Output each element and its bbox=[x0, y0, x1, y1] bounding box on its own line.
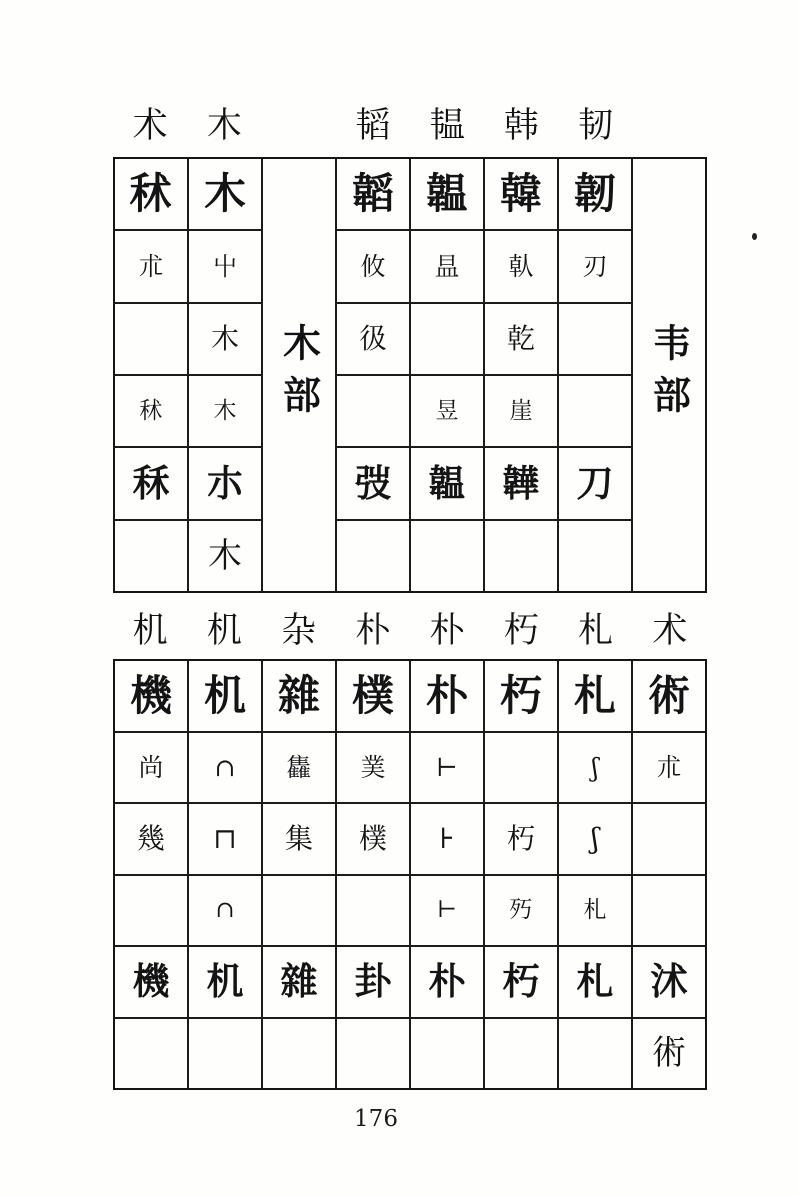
glyph-cell: 朽 bbox=[485, 947, 557, 1017]
glyph-cell: 幾 bbox=[115, 804, 187, 874]
column-header-char: 朴 bbox=[355, 610, 391, 651]
glyph-cell bbox=[559, 1019, 631, 1089]
glyph-cell bbox=[189, 1019, 261, 1089]
glyph-cell: 朽 bbox=[485, 661, 557, 731]
glyph-cell: 術 bbox=[633, 661, 705, 731]
glyph-cell: ⊢ bbox=[411, 733, 483, 803]
column-header-char bbox=[633, 103, 707, 149]
column-header-char: 韧 bbox=[578, 105, 614, 146]
glyph-cell bbox=[337, 876, 409, 946]
top-header-row bbox=[113, 103, 707, 149]
glyph-cell bbox=[115, 304, 187, 374]
glyph-cell: 彶 bbox=[337, 304, 409, 374]
glyph-cell: 朮 bbox=[115, 231, 187, 301]
glyph-cell bbox=[559, 376, 631, 446]
glyph-cell: 秫 bbox=[115, 159, 187, 229]
glyph-cell: 倝 bbox=[485, 231, 557, 301]
glyph-cell: 菐 bbox=[337, 733, 409, 803]
glyph-cell: 刀 bbox=[559, 448, 631, 518]
glyph-cell: 雜 bbox=[263, 661, 335, 731]
glyph-cell: 㱙 bbox=[485, 876, 557, 946]
glyph-cell bbox=[559, 521, 631, 591]
glyph-cell bbox=[411, 1019, 483, 1089]
glyph-cell bbox=[115, 876, 187, 946]
column-header-char: 术 bbox=[132, 105, 168, 146]
column-header-char bbox=[262, 103, 336, 149]
glyph-cell bbox=[263, 1019, 335, 1089]
glyph-cell bbox=[115, 1019, 187, 1089]
glyph-cell: 刃 bbox=[559, 231, 631, 301]
glyph-cell: 朴 bbox=[411, 661, 483, 731]
glyph-cell: 韓 bbox=[485, 159, 557, 229]
glyph-cell: 昱 bbox=[411, 376, 483, 446]
column-header-char: 杂 bbox=[281, 610, 317, 651]
ink-speck bbox=[752, 233, 757, 240]
glyph-cell: 尚 bbox=[115, 733, 187, 803]
column-header-char: 机 bbox=[132, 610, 168, 651]
bottom-header-row bbox=[113, 608, 707, 654]
glyph-cell: 韡 bbox=[485, 448, 557, 518]
glyph-cell: 雥 bbox=[263, 733, 335, 803]
glyph-cell: 韞 bbox=[411, 159, 483, 229]
column-header-char: 朴 bbox=[429, 610, 465, 651]
glyph-cell bbox=[411, 304, 483, 374]
glyph-cell: 沭 bbox=[633, 947, 705, 1017]
glyph-cell: 札 bbox=[559, 661, 631, 731]
column-header-char: 札 bbox=[578, 610, 614, 651]
glyph-cell: 机 bbox=[189, 947, 261, 1017]
glyph-cell bbox=[337, 1019, 409, 1089]
glyph-cell: ⊢ bbox=[411, 876, 483, 946]
column-header-char: 机 bbox=[206, 610, 242, 651]
glyph-cell: 秝 bbox=[115, 448, 187, 518]
glyph-cell: ∩ bbox=[189, 733, 261, 803]
glyph-cell: ∩ bbox=[189, 876, 261, 946]
column-header-char: 术 bbox=[652, 610, 688, 651]
glyph-cell bbox=[485, 733, 557, 803]
glyph-cell bbox=[411, 521, 483, 591]
glyph-cell: 崖 bbox=[485, 376, 557, 446]
glyph-cell: 朩 bbox=[189, 448, 261, 518]
glyph-cell: 朽 bbox=[485, 804, 557, 874]
glyph-cell: ʃ bbox=[559, 733, 631, 803]
glyph-cell bbox=[633, 804, 705, 874]
glyph-cell: 雜 bbox=[263, 947, 335, 1017]
glyph-cell: 木 bbox=[189, 521, 261, 591]
glyph-cell: 韜 bbox=[337, 159, 409, 229]
glyph-cell: 韞 bbox=[411, 448, 483, 518]
glyph-cell: 乾 bbox=[485, 304, 557, 374]
column-header-char: 韬 bbox=[355, 105, 391, 146]
glyph-cell: 机 bbox=[189, 661, 261, 731]
glyph-cell: 攸 bbox=[337, 231, 409, 301]
glyph-cell bbox=[337, 521, 409, 591]
glyph-cell: 昷 bbox=[411, 231, 483, 301]
glyph-cell bbox=[485, 1019, 557, 1089]
glyph-cell bbox=[559, 304, 631, 374]
column-header-char: 朽 bbox=[503, 610, 539, 651]
glyph-cell: 卦 bbox=[337, 947, 409, 1017]
glyph-cell bbox=[337, 376, 409, 446]
glyph-cell: 木 bbox=[189, 159, 261, 229]
glyph-cell: 樸 bbox=[337, 804, 409, 874]
bottom-glyph-table bbox=[113, 659, 707, 1090]
glyph-cell: 集 bbox=[263, 804, 335, 874]
top-glyph-table bbox=[113, 157, 707, 593]
glyph-cell: 朮 bbox=[633, 733, 705, 803]
glyph-cell: 札 bbox=[559, 947, 631, 1017]
glyph-cell: 木 bbox=[189, 376, 261, 446]
glyph-cell: ʃ bbox=[559, 804, 631, 874]
column-header-char: 木 bbox=[206, 105, 242, 146]
glyph-cell: 屮 bbox=[189, 231, 261, 301]
glyph-cell: ⊦ bbox=[411, 804, 483, 874]
glyph-cell: 術 bbox=[633, 1019, 705, 1089]
radical-label-wei-bu: 韦部 bbox=[633, 159, 705, 591]
glyph-cell: 樸 bbox=[337, 661, 409, 731]
radical-label-mu-bu: 木部 bbox=[263, 159, 335, 591]
glyph-cell bbox=[263, 876, 335, 946]
glyph-cell: 木 bbox=[189, 304, 261, 374]
glyph-cell: 韌 bbox=[559, 159, 631, 229]
glyph-cell: 朴 bbox=[411, 947, 483, 1017]
page-number: 176 bbox=[354, 1106, 398, 1132]
glyph-cell bbox=[485, 521, 557, 591]
glyph-cell: 弢 bbox=[337, 448, 409, 518]
glyph-cell bbox=[633, 876, 705, 946]
glyph-cell bbox=[115, 521, 187, 591]
glyph-cell: 秫 bbox=[115, 376, 187, 446]
glyph-cell: 札 bbox=[559, 876, 631, 946]
glyph-cell: ⊓ bbox=[189, 804, 261, 874]
glyph-cell: 機 bbox=[115, 661, 187, 731]
column-header-char: 韩 bbox=[503, 105, 539, 146]
glyph-cell: 機 bbox=[115, 947, 187, 1017]
column-header-char: 韫 bbox=[429, 105, 465, 146]
